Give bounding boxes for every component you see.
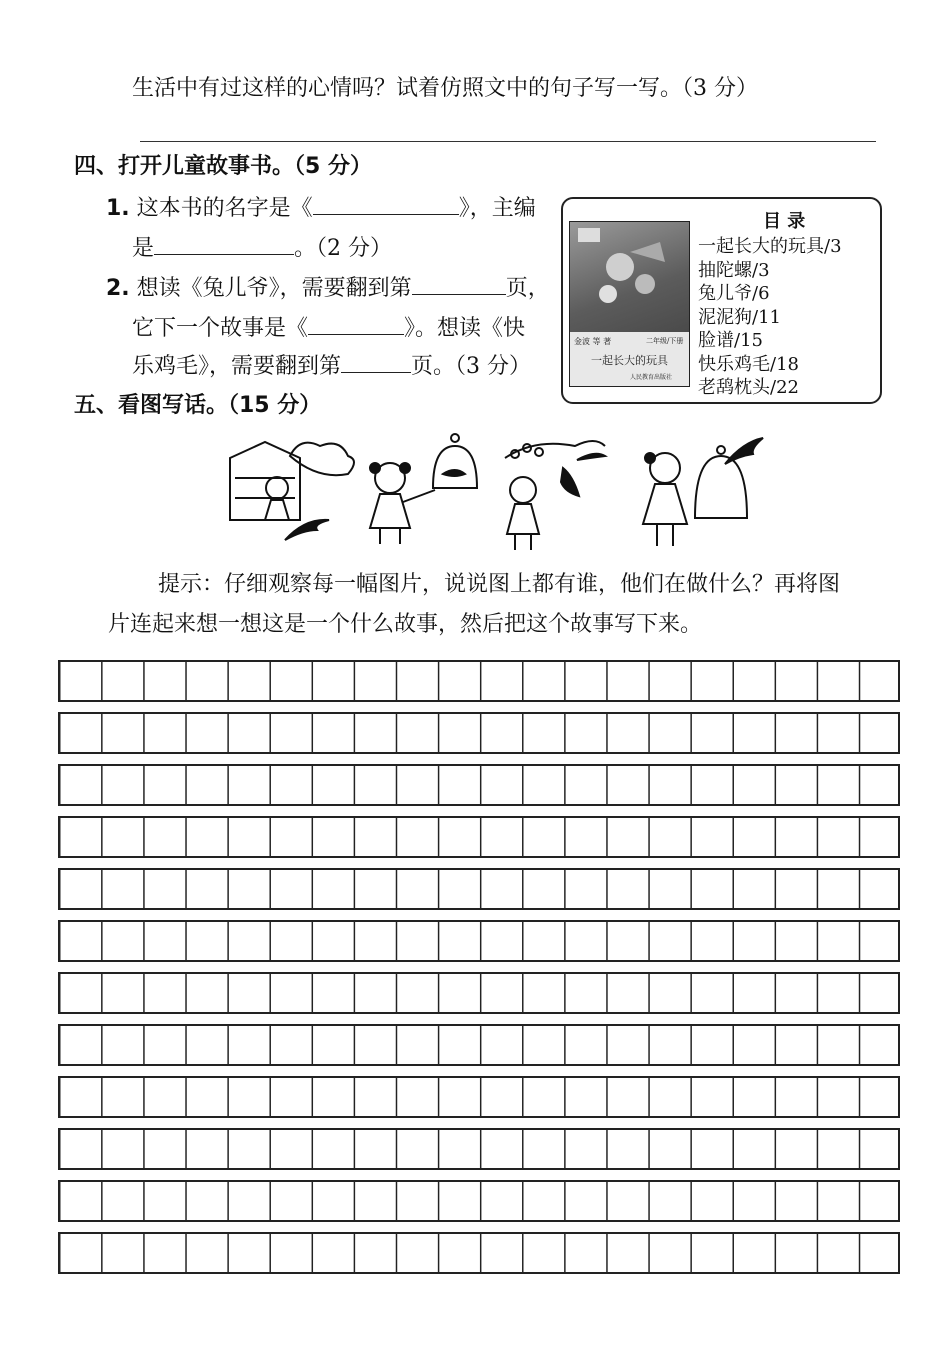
toc-item: 脸谱/15 <box>698 330 763 351</box>
writing-grid-row[interactable] <box>58 712 900 754</box>
cover-authors: 金波 等 著 <box>574 337 612 346</box>
question-text: 想读《兔儿爷》，需要翻到第 <box>136 276 412 301</box>
panel-3 <box>505 441 605 550</box>
toc-list <box>698 235 842 400</box>
question-text: 是 <box>132 236 155 261</box>
question-4-1-line-2 <box>132 232 392 264</box>
panel-4 <box>643 438 763 546</box>
cover-grade: 二年级/下册 <box>646 337 684 345</box>
book-info-card <box>561 197 882 404</box>
question-text: 》。想读《快 <box>404 316 526 341</box>
question-text: 它下一个故事是《 <box>132 316 309 341</box>
toc-title: 目 录 <box>763 211 806 232</box>
question-4-1-line-1 <box>106 192 536 224</box>
cover-illustration <box>570 222 689 332</box>
writing-grid-row[interactable] <box>58 920 900 962</box>
question-text: 这本书的名字是《 <box>136 196 313 221</box>
toc-item: 兔儿爷/6 <box>698 283 770 304</box>
writing-grid-row[interactable] <box>58 660 900 702</box>
question-text: 》，主编 <box>458 196 536 221</box>
book-cover <box>569 221 690 387</box>
editor-blank[interactable] <box>154 232 294 255</box>
question-text: 页， <box>505 276 550 301</box>
toc-item: 一起长大的玩具/3 <box>698 236 842 257</box>
writing-grid-row[interactable] <box>58 868 900 910</box>
writing-grid-row[interactable] <box>58 1024 900 1066</box>
question-4-2-line-3 <box>132 350 531 382</box>
page-blank-1[interactable] <box>412 272 506 295</box>
question-text: 页。（3 分） <box>411 354 532 379</box>
picture-strip <box>225 428 765 556</box>
writing-grid-row[interactable] <box>58 816 900 858</box>
next-story-blank[interactable] <box>308 312 404 335</box>
question-number: 2. <box>106 276 130 301</box>
panel-2 <box>370 434 477 544</box>
section-5-title: 五、看图写话。（15 分） <box>74 393 322 418</box>
question-text: 。（2 分） <box>294 236 393 261</box>
hint-line-1: 提示：仔细观察每一幅图片，说说图上都有谁，他们在做什么？再将图 <box>158 572 841 597</box>
writing-grid-row[interactable] <box>58 764 900 806</box>
section-4-title: 四、打开儿童故事书。（5 分） <box>74 154 372 179</box>
writing-grid-row[interactable] <box>58 1232 900 1274</box>
question-4-2-line-1 <box>106 272 550 304</box>
writing-grid-row[interactable] <box>58 1076 900 1118</box>
answer-line[interactable] <box>140 141 876 142</box>
question-4-2-line-2 <box>132 312 525 344</box>
toc-item: 抽陀螺/3 <box>698 259 770 281</box>
cover-title: 一起长大的玩具 <box>591 354 668 367</box>
writing-grid-row[interactable] <box>58 1128 900 1170</box>
page-blank-2[interactable] <box>341 350 411 373</box>
question-text: 乐鸡毛》，需要翻到第 <box>132 354 342 379</box>
question-3-tail: 生活中有过这样的心情吗？试着仿照文中的句子写一写。（3 分） <box>132 76 758 101</box>
book-name-blank[interactable] <box>313 192 459 215</box>
writing-grid-row[interactable] <box>58 1180 900 1222</box>
toc-item: 快乐鸡毛/18 <box>698 353 799 375</box>
cover-publisher: 人民教育出版社 <box>630 374 673 381</box>
panel-1 <box>230 442 354 540</box>
hint-line-2: 片连起来想一想这是一个什么故事，然后把这个故事写下来。 <box>108 612 703 637</box>
question-number: 1. <box>106 196 130 221</box>
writing-grid-row[interactable] <box>58 972 900 1014</box>
toc-item: 泥泥狗/11 <box>698 306 781 328</box>
toc-item: 老鸹枕头/22 <box>698 377 799 398</box>
